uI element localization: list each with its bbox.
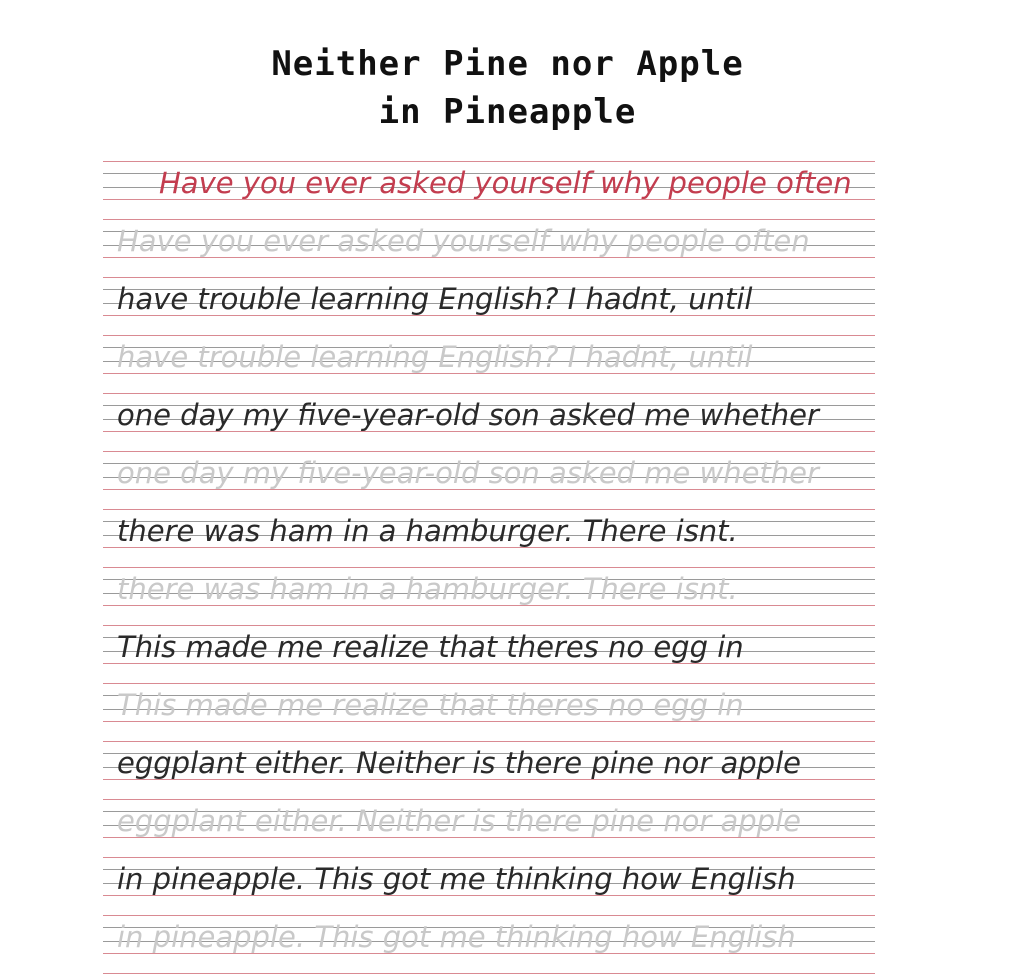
guide-rule [103,683,875,684]
trace-line-text: This made me realize that theres no egg in [117,688,744,722]
trace-line-text: in pineapple. This got me thinking how English [117,920,796,954]
practice-line-text: there was ham in a hamburger. There isnt. [117,514,738,548]
practice-line-text: This made me realize that theres no egg in [117,630,744,664]
guide-rule [103,393,875,394]
guide-rule [103,625,875,626]
practice-line-text: in pineapple. This got me thinking how English [117,862,796,896]
guide-rule [103,799,875,800]
trace-line-text: there was ham in a hamburger. There isnt. [117,572,738,606]
trace-line-text: Have you ever asked yourself why people often [117,224,810,258]
practice-line-text: one day my five-year-old son asked me whether [117,398,819,432]
guide-rule [103,335,875,336]
guide-rule [103,567,875,568]
page-title-line-2: in Pineapple [378,92,637,132]
trace-line-text: one day my five-year-old son asked me whether [117,456,819,490]
guide-rule [103,509,875,510]
practice-line-text: have trouble learning English? I hadnt, until [117,282,753,316]
trace-line-text: have trouble learning English? I hadnt, until [117,340,753,374]
guide-rule [103,219,875,220]
guide-rule [103,277,875,278]
page-title-line-1: Neither Pine nor Apple [271,44,744,84]
handwriting-practice-sheet [103,155,875,972]
guide-rule [103,915,875,916]
guide-rule [103,451,875,452]
trace-line-text: eggplant either. Neither is there pine nor apple [117,804,801,838]
guide-rule [103,161,875,162]
guide-rule [103,857,875,858]
guide-rule [103,741,875,742]
practice-line-text: Have you ever asked yourself why people often [159,166,852,200]
practice-line-text: eggplant either. Neither is there pine nor apple [117,746,801,780]
